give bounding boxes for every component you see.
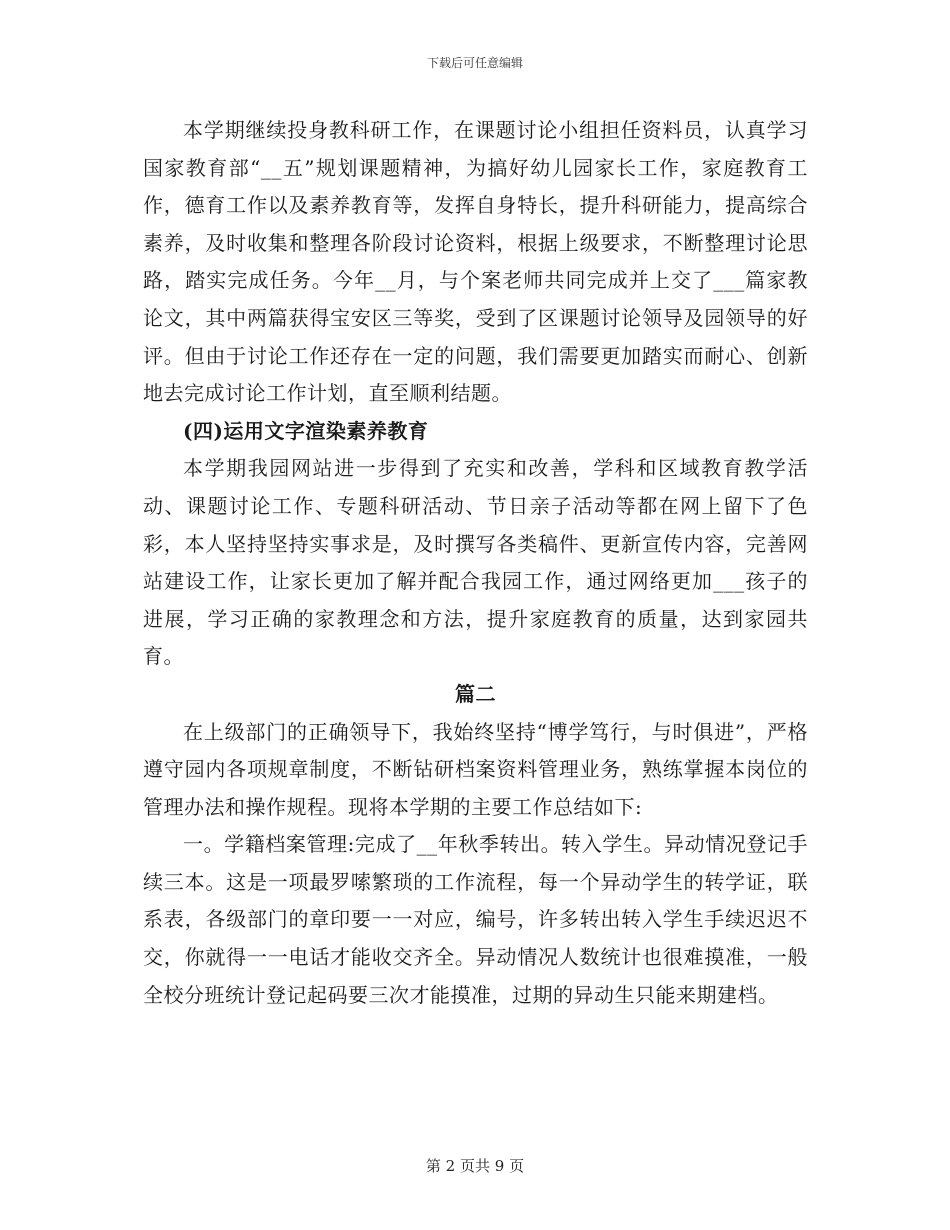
page-number: 第 2 页共 9 页	[425, 1157, 525, 1175]
paragraph-intro-summary: 在上级部门的正确领导下，我始终坚持“博学笃行，与时俱进”，严格遵守园内各项规章制度，不断钻研档案资料管理业务，熟练掌握本岗位的管理办法和操作规程。现将本学期的主要工作总结如下:	[143, 719, 808, 819]
paragraph-research-work: 本学期继续投身教科研工作，在课题讨论小组担任资料员，认真学习国家教育部“__五”规划课题精神，为搞好幼儿园家长工作，家庭教育工作，德育工作以及素养教育等，发挥自身特长，提升科研能力，提高综合素养，及时收集和整理各阶段讨论资料，根据上级要求，不断整理讨论思路，踏实完成任务。今年__月，与个案老师共同完成并上交了___篇家教论文，其中两篇获得宝安区三等奖，受到了区课题讨论领导及园领导的好评。但由于讨论工作还存在一定的问题，我们需要更加踏实而耐心、创新地去完成讨论工作计划，直至顺利结题。	[143, 118, 808, 406]
paragraph-website-work: 本学期我园网站进一步得到了充实和改善，学科和区域教育教学活动、课题讨论工作、专题科研活动、节日亲子活动等都在网上留下了色彩，本人坚持坚持实事求是，及时撰写各类稿件、更新宣传内容，完善网站建设工作，让家长更加了解并配合我园工作，通过网络更加___孩子的进展，学习正确的家教理念和方法，提升家庭教育的质量，达到家园共育。	[143, 456, 808, 669]
section-title: 篇二	[455, 681, 496, 706]
page-header: 下载后可任意编辑	[426, 56, 523, 70]
subheading-literacy-education: (四)运用文字渲染素养教育	[183, 418, 429, 443]
document-body	[143, 112, 808, 1014]
paragraph-student-records: 一。学籍档案管理:完成了__年秋季转出。转入学生。异动情况登记手续三本。这是一项最罗嗦繁琐的工作流程，每一个异动学生的转学证，联系表，各级部门的章印要一一对应，编号，许多转出转入学生手续迟迟不交，你就得一一电话才能收交齐全。异动情况人数统计也很难摸准，一般全校分班统计登记起码要三次才能摸准，过期的异动生只能来期建档。	[143, 832, 808, 1007]
